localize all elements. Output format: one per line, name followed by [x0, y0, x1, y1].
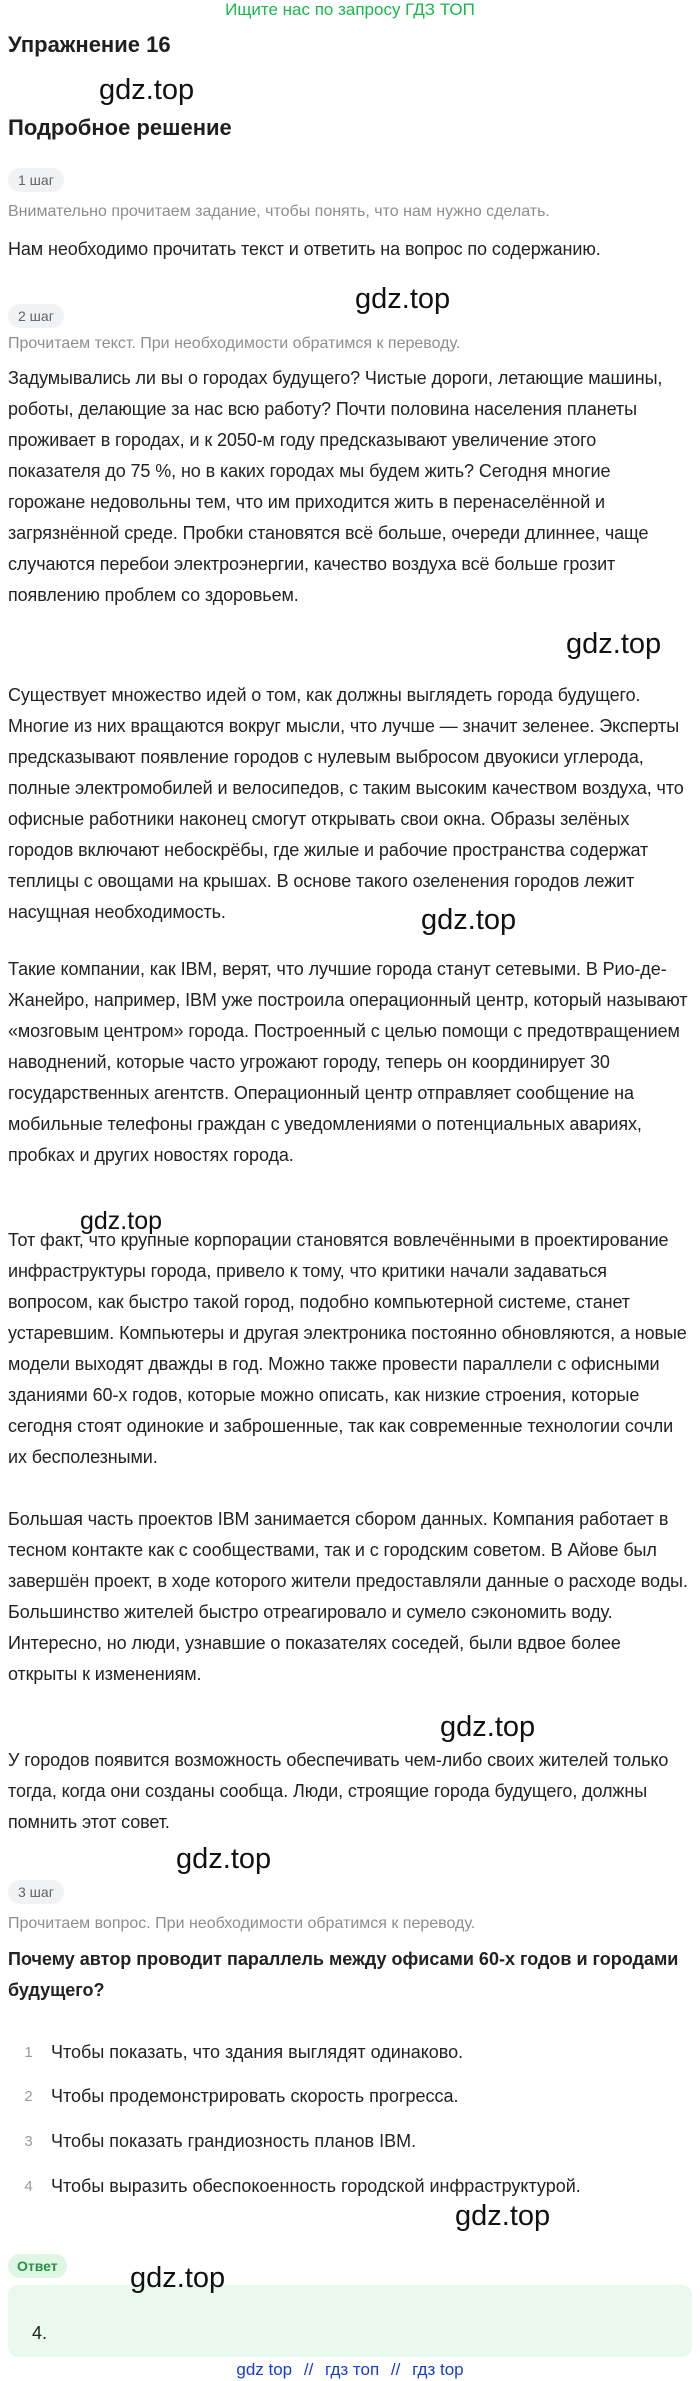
paragraph-2: Существует множество идей о том, как должны выглядеть города будущего. Многие из них вращаются вокруг мысли, что лучше — значит зеленее. Эксперты предсказывают появление городов с нулевым выбросом двуокиси углерода, полные электромобилей и велосипедов, с таким высоким качеством воздуха, что офисные работники наконец смогут открывать свои окна. Образы зелёных городов включают небоскрёбы, где жилые и рабочие пространства содержат теплицы с овощами на крышах. В основе такого озеленения городов лежит насущная необходимость.: [8, 685, 684, 922]
step-3-hint: Прочитаем вопрос. При необходимости обратимся к переводу.: [8, 1915, 476, 1932]
answer-value: 4.: [32, 2323, 48, 2343]
footer-separator: //: [390, 2360, 401, 2379]
answer-option-1: [8, 2040, 463, 2064]
footer-links: [0, 2360, 700, 2381]
option-text: Чтобы показать, что здания выглядят одинаково.: [51, 2041, 464, 2062]
page-title: Упражнение 16: [8, 32, 171, 57]
footer-link-gdz-top-ru[interactable]: гдз топ: [325, 2360, 380, 2379]
answer-option-2: [8, 2084, 459, 2108]
watermark: gdz.top: [80, 1207, 163, 1235]
paragraph-3: Такие компании, как IBM, верят, что лучшие города станут сетевыми. В Рио-де-Жанейро, например, IBM уже построила операционный центр, который называют «мозговым центром» города. Построенный с целью помощи с предотвращением наводнений, которые часто угрожают городу, теперь он координирует 30 государственных агентств. Операционный центр отправляет сообщение на мобильные телефоны граждан с уведомлениями о потенциальных авариях, пробках и других новостях города.: [8, 959, 688, 1165]
answer-option-4: [8, 2174, 581, 2198]
watermark: gdz.top: [566, 628, 662, 660]
watermark: gdz.top: [130, 2262, 226, 2294]
paragraph-1: Задумывались ли вы о городах будущего? Чистые дороги, летающие машины, роботы, делающие за нас всю работу? Почти половина населения планеты проживает в городах, и к 2050-м году предсказывают увеличение этого показателя до 75 %, но в каких городах мы будем жить? Сегодня многие горожане недовольны тем, что им приходится жить в перенаселённой и загрязнённой среде. Пробки становятся всё больше, очереди длиннее, чаще случаются перебои электроэнергии, качество воздуха всё больше грозит появлению проблем со здоровьем.: [8, 368, 663, 605]
footer-separator: //: [303, 2360, 314, 2379]
question-text: Почему автор проводит параллель между офисами 60-х годов и городами будущего?: [8, 1949, 679, 2000]
watermark: gdz.top: [99, 74, 195, 106]
option-number: 1: [24, 2043, 33, 2061]
step-1-chip: 1 шаг: [8, 168, 64, 192]
option-text: Чтобы продемонстрировать скорость прогресса.: [51, 2085, 459, 2106]
watermark: gdz.top: [176, 1843, 272, 1875]
step-3-chip: 3 шаг: [8, 1880, 64, 1904]
watermark: gdz.top: [455, 2200, 551, 2232]
step-2-hint: Прочитаем текст. При необходимости обратимся к переводу.: [8, 335, 461, 352]
step-1-text: Нам необходимо прочитать текст и ответить на вопрос по содержанию.: [8, 239, 601, 259]
top-banner: Ищите нас по запросу ГДЗ ТОП: [225, 0, 475, 19]
paragraph-4: Тот факт, что крупные корпорации становятся вовлечёнными в проектирование инфраструктуры города, привело к тому, что критики начали задаваться вопросом, как быстро такой город, подобно компьютерной системе, станет устаревшим. Компьютеры и другая электроника постоянно обновляются, а новые модели выходят дважды в год. Можно также провести параллели с офисными зданиями 60-х годов, которые можно описать, как низкие строения, которые сегодня стоят одинокие и заброшенные, так как современные технологии сочли их бесполезными.: [8, 1230, 687, 1467]
option-number: 2: [24, 2087, 33, 2105]
footer-link-gdz-top[interactable]: gdz top: [236, 2360, 293, 2379]
step-2-chip: 2 шаг: [8, 304, 64, 328]
option-number: 3: [24, 2132, 33, 2150]
step-1-hint: Внимательно прочитаем задание, чтобы понять, что нам нужно сделать.: [8, 203, 550, 220]
watermark: gdz.top: [421, 904, 517, 936]
paragraph-6: У городов появится возможность обеспечивать чем-либо своих жителей только тогда, когда они созданы сообща. Люди, строящие города будущего, должны помнить этот совет.: [8, 1750, 669, 1832]
footer-link-gdz-top-mixed[interactable]: гдз top: [412, 2360, 464, 2379]
answer-option-3: [8, 2129, 416, 2153]
option-text: Чтобы показать грандиозность планов IBM.: [51, 2130, 417, 2151]
answer-box: [8, 2285, 692, 2357]
page-subtitle: Подробное решение: [8, 115, 232, 140]
paragraph-5: Большая часть проектов IBM занимается сбором данных. Компания работает в тесном контакте как с сообществами, так и с городским советом. В Айове был завершён проект, в ходе которого жители предоставляли данные о расходе воды. Большинство жителей быстро отреагировало и сумело сэкономить воду. Интересно, но люди, узнавшие о показателях соседей, были вдвое более открыты к изменениям.: [8, 1509, 688, 1684]
option-number: 4: [24, 2177, 33, 2195]
option-text: Чтобы выразить обеспокоенность городской инфраструктурой.: [51, 2175, 581, 2196]
watermark: gdz.top: [355, 283, 451, 315]
watermark: gdz.top: [440, 1711, 536, 1743]
answer-label: Ответ: [8, 2254, 67, 2278]
